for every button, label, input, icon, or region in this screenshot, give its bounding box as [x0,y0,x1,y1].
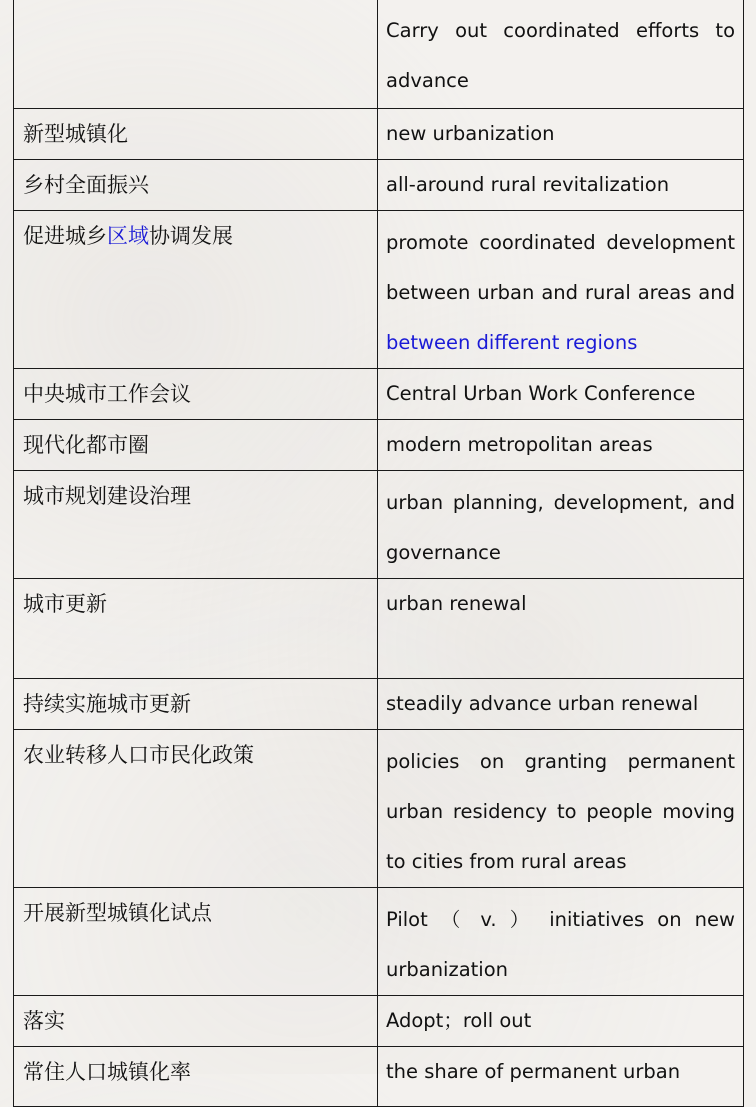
english-term-cell [378,160,744,211]
english-term-cell [378,730,744,888]
english-term-cell [378,109,744,160]
english-term: the share of permanent urban [386,1060,681,1083]
english-term [378,211,743,368]
table-row [14,160,744,211]
chinese-term: 常住人口城镇化率 [23,1060,191,1084]
english-term-highlight: between different regions [386,331,638,354]
table-row [14,211,744,369]
english-term: Adopt；roll out [386,1009,532,1032]
chinese-term: 开展新型城镇化试点 [23,901,212,925]
chinese-term-cell [14,0,378,109]
chinese-term: 乡村全面振兴 [23,173,149,197]
table-row [14,679,744,730]
chinese-term-cell [14,679,378,730]
table-row [14,109,744,160]
table-row [14,420,744,471]
chinese-term-cell [14,160,378,211]
chinese-term: 落实 [23,1009,65,1033]
english-term-cell [378,996,744,1047]
table-row [14,471,744,579]
table-row [14,0,744,109]
english-term-cell [378,369,744,420]
chinese-term-cell [14,996,378,1047]
chinese-term [14,0,377,5]
chinese-term-highlight: 区域 [107,224,149,248]
chinese-term: 中央城市工作会议 [23,382,191,406]
chinese-term-cell [14,369,378,420]
table-row [14,888,744,996]
chinese-term-cell [14,109,378,160]
chinese-term: 农业转移人口市民化政策 [23,743,254,767]
english-term: new urbanization [386,122,555,145]
english-term-cell [378,679,744,730]
english-term: policies on granting permanent urban residency to people moving to cities from rural areas [386,750,735,873]
table-row [14,369,744,420]
chinese-term-cell [14,420,378,471]
english-term: all-around rural revitalization [386,173,670,196]
chinese-term-part: 促进城乡 [23,224,107,248]
table-row [14,579,744,679]
english-term: modern metropolitan areas [386,433,653,456]
english-term-cell [378,211,744,369]
chinese-term: 持续实施城市更新 [23,692,191,716]
english-term: Central Urban Work Conference [386,382,696,405]
table-row [14,1047,744,1107]
english-term-cell [378,888,744,996]
chinese-term-cell [14,211,378,369]
english-term: urban renewal [386,592,527,615]
english-term-cell [378,1047,744,1107]
chinese-term: 城市更新 [23,592,107,616]
english-term-cell [378,420,744,471]
english-term: urban planning, development, and governance [386,491,735,564]
chinese-term: 新型城镇化 [23,122,128,146]
english-term: Carry out coordinated efforts to advance [386,19,735,92]
english-term-cell [378,471,744,579]
glossary-table [13,0,744,1107]
chinese-term: 城市规划建设治理 [23,484,191,508]
table-row [14,730,744,888]
chinese-term-cell [14,888,378,996]
english-term-cell [378,579,744,679]
chinese-term-cell [14,579,378,679]
english-term: steadily advance urban renewal [386,692,699,715]
english-term-part: promote coordinated development between urban and rural areas and [386,231,735,304]
chinese-term: 现代化都市圈 [23,433,149,457]
chinese-term-cell [14,471,378,579]
chinese-term-part: 协调发展 [149,224,233,248]
chinese-term-cell [14,730,378,888]
chinese-term [14,211,377,255]
english-term-cell [378,0,744,109]
chinese-term-cell [14,1047,378,1107]
table-row [14,996,744,1047]
english-term: Pilot （ v. ） initiatives on new urbanization [386,908,735,981]
